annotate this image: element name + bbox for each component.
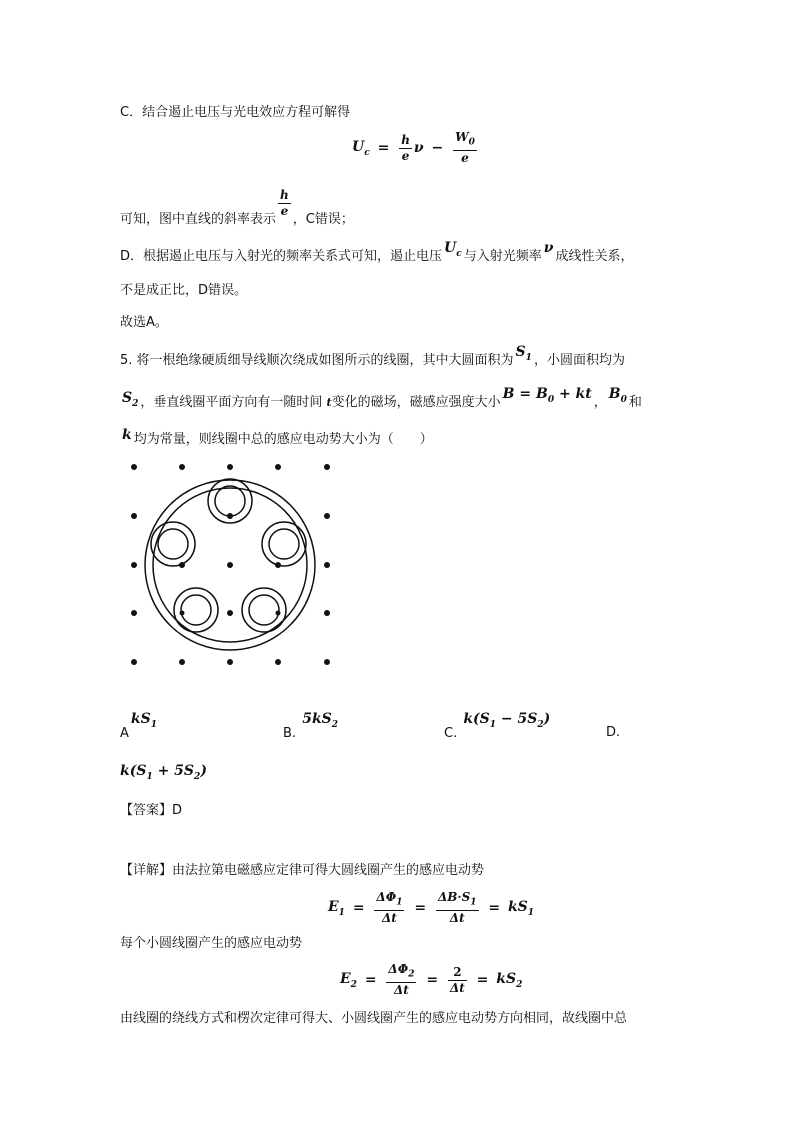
option-c-value: $k(S_1 - 5S_2)$ [463, 711, 551, 730]
small-coil-right-inner [269, 529, 299, 559]
option-a[interactable] [120, 711, 159, 742]
coil-diagram [120, 455, 340, 675]
part-d-line1: D．根据遏止电压与入射光的频率关系式可知，遏止电压$U_c$ 与入射光频率ν成线性关系， [120, 240, 634, 264]
small-coil-left-inner [158, 529, 188, 559]
option-d-label[interactable]: D. [606, 725, 621, 740]
option-a-value: $kS_1$ [130, 711, 157, 730]
detail-line3: 由线圈的绕线方式和楞次定律可得大、小圆线圈产生的感应电动势方向相同，故线圈中总 [120, 1011, 628, 1026]
slope-statement: 可知，图中直线的斜率表示 $\frac{h}{e}$ ，C错误； [120, 188, 354, 227]
small-coil-bottom-right-inner [249, 595, 279, 625]
question-5-line1: 5. 将一根绝缘硬质细导线顺次绕成如图所示的线圈，其中大圆面积为$S_1$ ，小圆面积均为 [120, 344, 625, 368]
stopping-voltage-equation: $U_c$ = $\frac{h}{e}$ ν − $\frac{W_0}{e}$ [352, 130, 475, 166]
detail-line2: 每个小圆线圈产生的感应电动势 [120, 936, 303, 951]
answer: 【答案】D [120, 803, 183, 818]
option-c[interactable] [444, 711, 552, 742]
small-coil-top-inner [215, 486, 245, 516]
emf-large-coil-equation: $E_1$ = $\frac{\Delta\Phi_1}{\Delta t}$ = $\frac{\Delta B\cdot S_1}{\Delta t}$ = $kS_1$ [328, 890, 535, 926]
option-c-label: C. [444, 726, 458, 741]
part-c-text: C．结合遏止电压与光电效应方程可解得 [120, 105, 351, 120]
option-b-value: $5kS_2$ [302, 711, 339, 730]
option-d-value[interactable]: $k(S_1 + 5S_2)$ [120, 763, 207, 782]
option-a-label: A [120, 726, 129, 741]
option-b-label: B. [283, 726, 297, 741]
small-coil-bottom-left-inner [181, 595, 211, 625]
magnetic-field-dots [131, 464, 330, 665]
question-5-line3: k 均为常量，则线圈中总的感应电动势大小为（ ） [122, 427, 433, 447]
option-b[interactable] [283, 711, 340, 742]
previous-answer: 故选A。 [120, 315, 168, 330]
emf-small-coil-equation: $E_2$ = $\frac{\Delta\Phi_2}{\Delta t}$ = $\frac{2}{\Delta t}$ = $kS_2$ [340, 962, 523, 998]
detail-line1: 【详解】由法拉第电磁感应定律可得大圆线圈产生的感应电动势 [120, 863, 485, 878]
question-5-line2: $S_2$ ，垂直线圈平面方向有一随时间 t变化的磁场，磁感应强度大小$B = B_0$ + kt，$B_0$ 和 [122, 386, 642, 410]
part-d-line2: 不是成正比，D错误。 [120, 283, 248, 298]
